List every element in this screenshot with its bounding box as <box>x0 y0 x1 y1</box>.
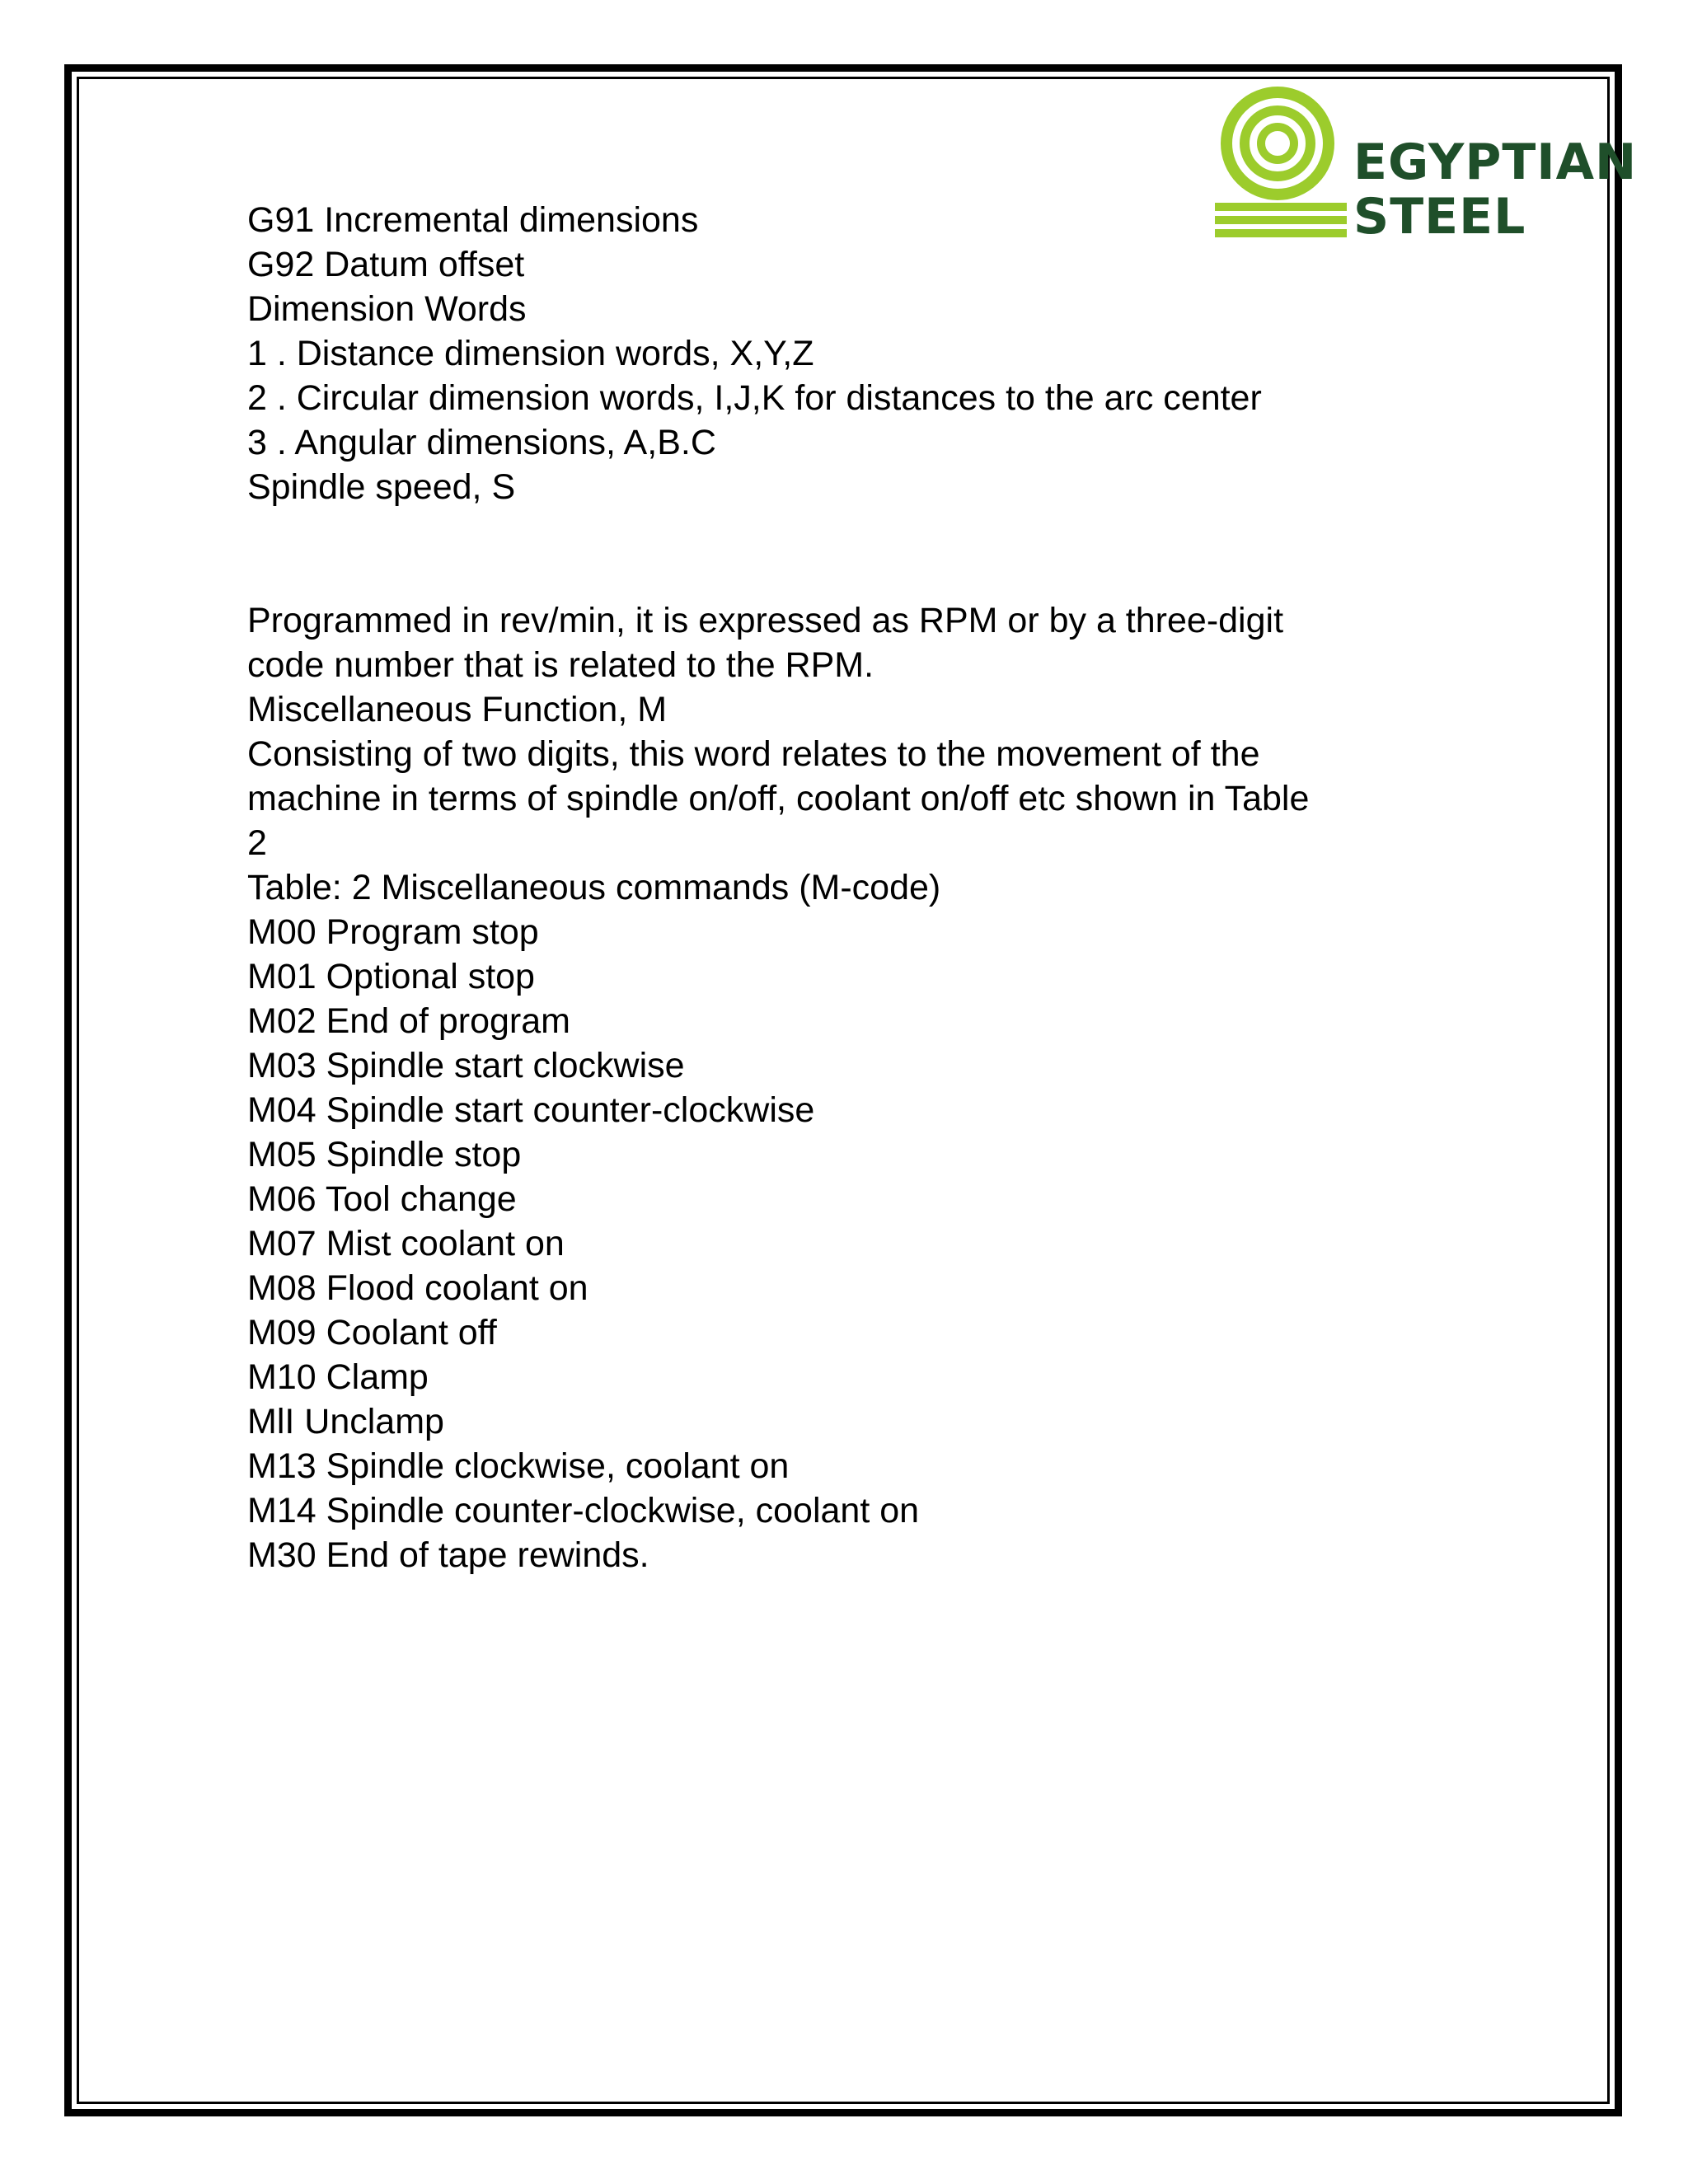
text-line: Dimension Words <box>247 289 527 329</box>
text-line: G91 Incremental dimensions <box>247 200 699 240</box>
m-code-item: M05 Spindle stop <box>247 1135 522 1174</box>
m-code-item: M03 Spindle start clockwise <box>247 1046 685 1085</box>
m-code-item: M14 Spindle counter-clockwise, coolant on <box>247 1491 920 1530</box>
text-line: 2 <box>247 823 267 863</box>
m-code-item: M09 Coolant off <box>247 1313 497 1352</box>
m-code-item: M00 Program stop <box>247 912 539 952</box>
m-code-item: M07 Mist coolant on <box>247 1224 565 1263</box>
m-code-item: M04 Spindle start counter-clockwise <box>247 1090 815 1130</box>
m-code-item: M01 Optional stop <box>247 957 535 996</box>
text-line: 2 . Circular dimension words, I,J,K for distances to the arc center <box>247 378 1262 418</box>
logo-text-line2: STEEL <box>1353 188 1526 246</box>
m-code-item: MlI Unclamp <box>247 1402 444 1441</box>
text-line: machine in terms of spindle on/off, coolant on/off etc shown in Table <box>247 779 1310 818</box>
text-line: 3 . Angular dimensions, A,B.C <box>247 423 716 462</box>
m-code-item: M13 Spindle clockwise, coolant on <box>247 1446 790 1486</box>
text-line: 1 . Distance dimension words, X,Y,Z <box>247 334 814 373</box>
text-line: Spindle speed, S <box>247 467 516 507</box>
document-body <box>247 198 1484 1577</box>
text-line: Programmed in rev/min, it is expressed as RPM or by a three-digit <box>247 601 1284 640</box>
m-code-item: M02 End of program <box>247 1001 570 1041</box>
paragraph-gap <box>247 509 1484 554</box>
m-code-item: M06 Tool change <box>247 1179 517 1219</box>
text-line: Miscellaneous Function, M <box>247 690 668 729</box>
text-line: Consisting of two digits, this word relates to the movement of the <box>247 734 1260 774</box>
table-caption: Table: 2 Miscellaneous commands (M-code) <box>247 868 941 907</box>
m-code-item: M30 End of tape rewinds. <box>247 1535 649 1575</box>
text-line: code number that is related to the RPM. <box>247 645 874 685</box>
m-code-item: M10 Clamp <box>247 1357 429 1397</box>
m-code-item: M08 Flood coolant on <box>247 1268 588 1308</box>
text-line: G92 Datum offset <box>247 245 525 284</box>
paragraph-gap <box>247 554 1484 598</box>
logo-text-line1: EGYPTIAN <box>1353 134 1638 191</box>
